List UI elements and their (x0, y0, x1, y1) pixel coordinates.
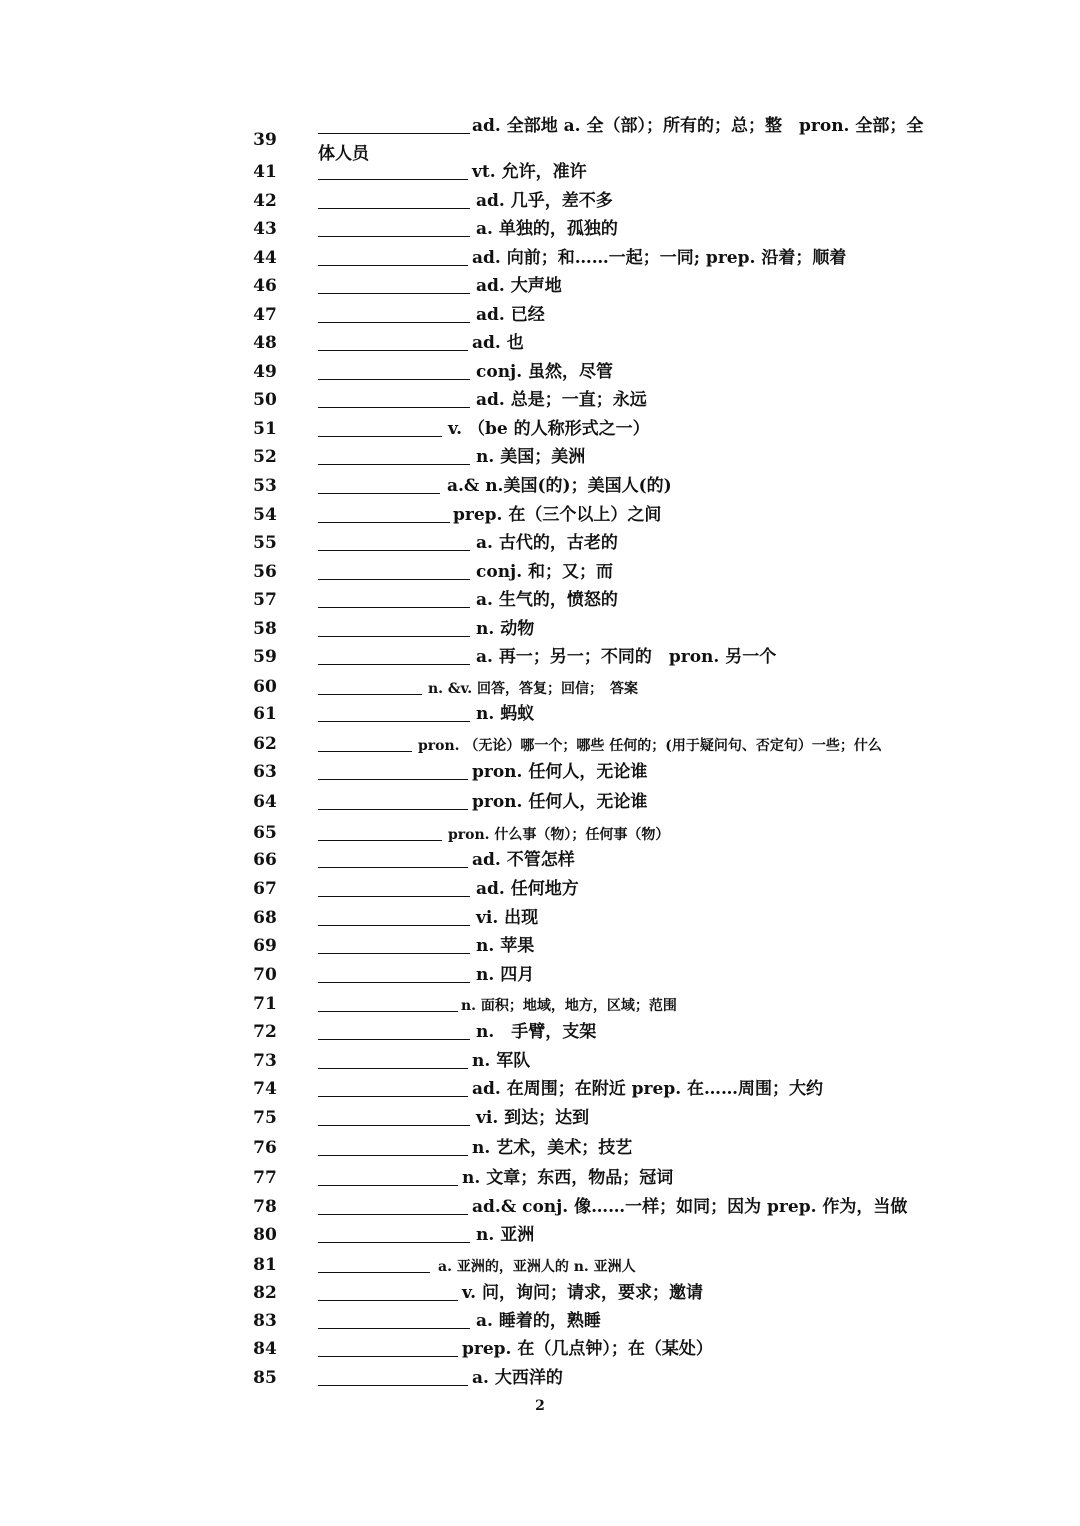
answer-blank[interactable] (318, 809, 468, 810)
answer-blank[interactable] (318, 1272, 430, 1273)
entry-number: 80 (253, 1225, 277, 1245)
entry-number: 82 (253, 1283, 277, 1303)
entry-definition: ad. 几乎，差不多 (476, 191, 613, 211)
entry-number: 58 (253, 619, 277, 639)
entry-definition: vi. 到达；达到 (476, 1108, 590, 1128)
answer-blank[interactable] (318, 1011, 458, 1012)
entry-number: 61 (253, 704, 277, 724)
answer-blank[interactable] (318, 896, 470, 897)
entry-definition: vt. 允许，准许 (472, 162, 587, 182)
entry-definition: ad. 全部地 a. 全（部）；所有的；总；整 pron. 全部；全 (472, 116, 924, 136)
entry-number: 41 (253, 162, 277, 182)
entry-number: 71 (253, 994, 277, 1014)
entry-number: 67 (253, 879, 277, 899)
entry-number: 56 (253, 562, 277, 582)
entry-definition: ad. 总是；一直；永远 (476, 390, 647, 410)
entry-number: 39 (253, 130, 277, 150)
answer-blank[interactable] (318, 1125, 470, 1126)
entry-definition: prep. 在（三个以上）之间 (453, 505, 662, 525)
entry-number: 64 (253, 792, 277, 812)
entry-definition: ad. 不管怎样 (472, 850, 575, 870)
entry-number: 73 (253, 1051, 277, 1071)
answer-blank[interactable] (318, 208, 470, 209)
entry-number: 77 (253, 1168, 277, 1188)
entry-number: 50 (253, 390, 277, 410)
entry-definition: a. 生气的，愤怒的 (476, 590, 618, 610)
entry-number: 47 (253, 305, 277, 325)
answer-blank[interactable] (318, 1096, 468, 1097)
entry-definition: ad. 任何地方 (476, 879, 579, 899)
answer-blank[interactable] (318, 1242, 470, 1243)
entry-number: 78 (253, 1197, 277, 1217)
entry-number: 75 (253, 1108, 277, 1128)
entry-number: 85 (253, 1368, 277, 1388)
answer-blank[interactable] (318, 867, 468, 868)
entry-definition: n. 艺术，美术；技艺 (472, 1138, 633, 1158)
entry-number: 42 (253, 191, 277, 211)
entry-number: 49 (253, 362, 277, 382)
entry-number: 84 (253, 1339, 277, 1359)
entry-number: 63 (253, 762, 277, 782)
entry-definition: vi. 出现 (476, 908, 539, 928)
answer-blank[interactable] (318, 265, 468, 266)
answer-blank[interactable] (318, 1328, 470, 1329)
entry-number: 59 (253, 647, 277, 667)
answer-blank[interactable] (318, 1214, 468, 1215)
entry-number: 57 (253, 590, 277, 610)
entry-number: 74 (253, 1079, 277, 1099)
entry-definition: a. 再一；另一；不同的 pron. 另一个 (476, 647, 777, 667)
entry-number: 69 (253, 936, 277, 956)
entry-definition: ad. 已经 (476, 305, 545, 325)
entry-number: 55 (253, 533, 277, 553)
entry-definition: n. 美国；美洲 (476, 447, 586, 467)
answer-blank[interactable] (318, 953, 470, 954)
answer-blank[interactable] (318, 1068, 468, 1069)
entry-definition: a.& n.美国(的)；美国人(的) (447, 476, 672, 496)
entry-number: 70 (253, 965, 277, 985)
entry-definition: ad.& conj. 像……一样；如同；因为 prep. 作为，当做 (472, 1197, 908, 1217)
answer-blank[interactable] (318, 464, 470, 465)
entry-definition: n. 动物 (476, 619, 535, 639)
answer-blank[interactable] (318, 322, 470, 323)
entry-definition: conj. 虽然，尽管 (476, 362, 614, 382)
entry-number: 65 (253, 823, 277, 843)
entry-definition: prep. 在（几点钟）；在（某处） (462, 1339, 713, 1359)
entry-definition: n. 蚂蚁 (476, 704, 535, 724)
entry-number: 76 (253, 1138, 277, 1158)
entry-definition: ad. 向前；和……一起；一同; prep. 沿着；顺着 (472, 248, 847, 268)
entry-definition: a. 亚洲的，亚洲人的 n. 亚洲人 (438, 1259, 636, 1275)
entry-definition: ad. 也 (472, 333, 524, 353)
entry-definition: pron. 什么事（物）；任何事（物） (448, 827, 670, 843)
answer-blank[interactable] (318, 236, 470, 237)
entry-definition: n. &v. 回答，答复；回信； 答案 (428, 681, 639, 697)
answer-blank[interactable] (318, 1155, 468, 1156)
entry-definition: n. 文章；东西，物品；冠词 (462, 1168, 674, 1188)
answer-blank[interactable] (318, 550, 470, 551)
entry-definition: a. 单独的，孤独的 (476, 219, 618, 239)
answer-blank[interactable] (318, 925, 470, 926)
entry-number: 43 (253, 219, 277, 239)
answer-blank[interactable] (318, 1385, 468, 1386)
answer-blank[interactable] (318, 179, 468, 180)
entry-number: 83 (253, 1311, 277, 1331)
entry-definition: a. 大西洋的 (472, 1368, 563, 1388)
entry-definition: ad. 在周围；在附近 prep. 在……周围；大约 (472, 1079, 824, 1099)
answer-blank[interactable] (318, 133, 470, 134)
answer-blank[interactable] (318, 1356, 458, 1357)
answer-blank[interactable] (318, 522, 450, 523)
entry-definition: n. 亚洲 (476, 1225, 535, 1245)
answer-blank[interactable] (318, 779, 468, 780)
entry-number: 52 (253, 447, 277, 467)
answer-blank[interactable] (318, 579, 470, 580)
entry-definition: pron. 任何人，无论谁 (472, 792, 648, 812)
entry-number: 44 (253, 248, 277, 268)
entry-definition: n. 四月 (476, 965, 535, 985)
entry-definition: v. 问，询问；请求，要求；邀请 (462, 1283, 704, 1303)
entry-number: 54 (253, 505, 277, 525)
entry-number: 53 (253, 476, 277, 496)
entry-definition: pron. 任何人，无论谁 (472, 762, 648, 782)
entry-definition-continuation: 体人员 (318, 144, 369, 164)
entry-number: 60 (253, 677, 277, 697)
entry-definition: conj. 和；又；而 (476, 562, 614, 582)
answer-blank[interactable] (318, 1300, 458, 1301)
answer-blank[interactable] (318, 982, 470, 983)
answer-blank[interactable] (318, 664, 470, 665)
entry-definition: ad. 大声地 (476, 276, 562, 296)
answer-blank[interactable] (318, 379, 470, 380)
answer-blank[interactable] (318, 694, 422, 695)
page-number: 2 (535, 1398, 545, 1414)
entry-definition: v. （be 的人称形式之一） (448, 419, 650, 439)
answer-blank[interactable] (318, 721, 470, 722)
entry-number: 81 (253, 1255, 277, 1275)
answer-blank[interactable] (318, 840, 442, 841)
entry-definition: n. 苹果 (476, 936, 535, 956)
answer-blank[interactable] (318, 436, 442, 437)
answer-blank[interactable] (318, 636, 470, 637)
answer-blank[interactable] (318, 1039, 470, 1040)
entry-number: 62 (253, 734, 277, 754)
entry-definition: n. 军队 (472, 1051, 531, 1071)
entry-definition: a. 睡着的，熟睡 (476, 1311, 601, 1331)
entry-definition: pron. （无论）哪一个；哪些 任何的；(用于疑问句、否定句）一些；什么 (418, 738, 882, 754)
answer-blank[interactable] (318, 293, 470, 294)
entry-number: 46 (253, 276, 277, 296)
entry-number: 72 (253, 1022, 277, 1042)
entry-definition: n. 面积；地域，地方，区域；范围 (461, 998, 677, 1014)
entry-number: 48 (253, 333, 277, 353)
answer-blank[interactable] (318, 407, 470, 408)
answer-blank[interactable] (318, 751, 412, 752)
entry-number: 51 (253, 419, 277, 439)
entry-definition: a. 古代的，古老的 (476, 533, 618, 553)
entry-definition: n. 手臂，支架 (476, 1022, 597, 1042)
entry-number: 68 (253, 908, 277, 928)
answer-blank[interactable] (318, 1185, 458, 1186)
answer-blank[interactable] (318, 493, 440, 494)
answer-blank[interactable] (318, 350, 468, 351)
answer-blank[interactable] (318, 607, 470, 608)
entry-number: 66 (253, 850, 277, 870)
